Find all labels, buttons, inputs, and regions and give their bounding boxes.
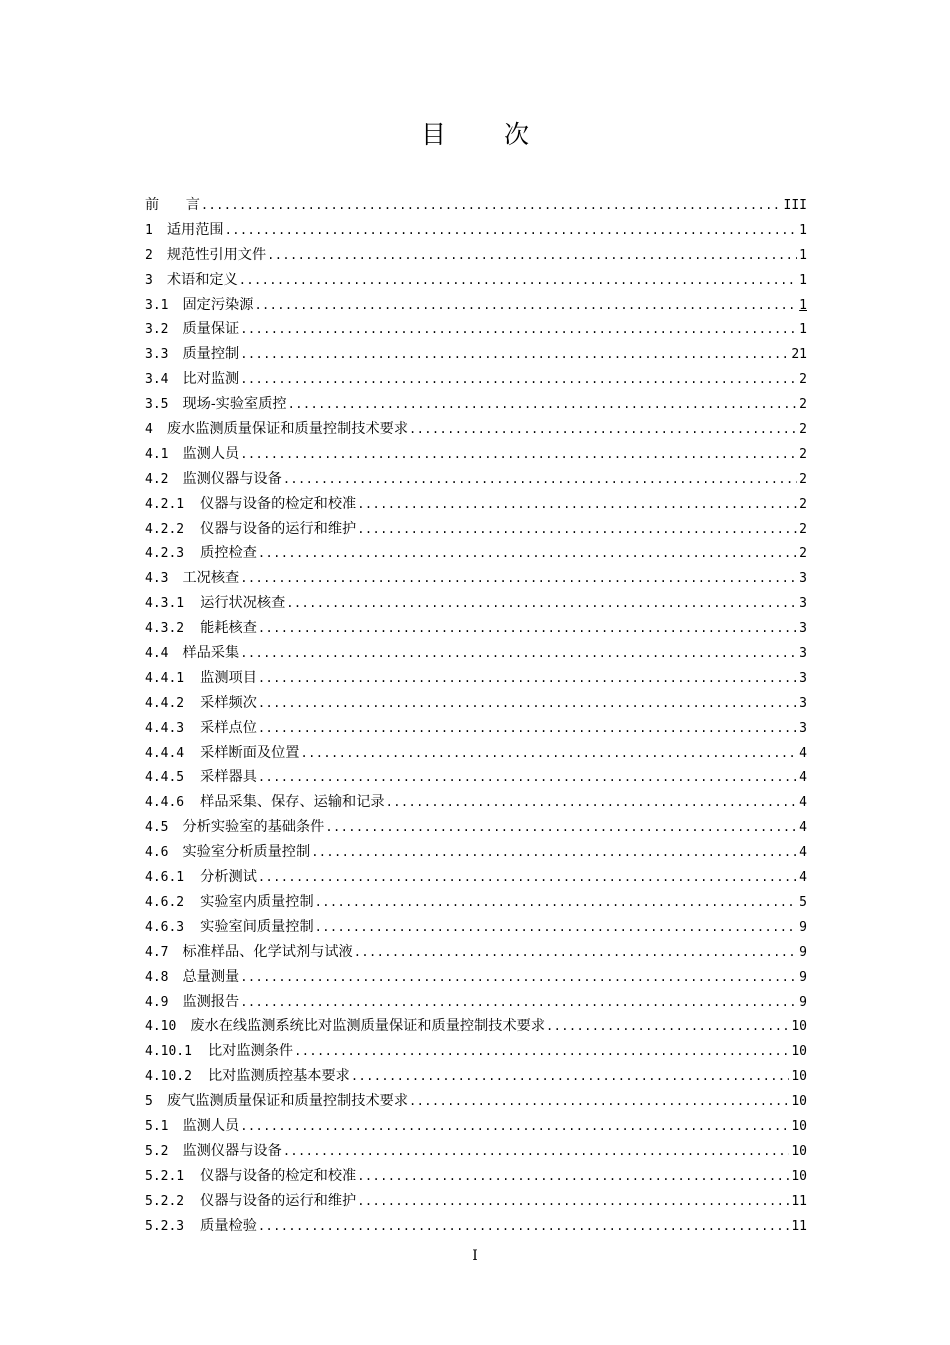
toc-dot-leader — [240, 1114, 789, 1139]
toc-entry-number: 4.4.4 — [145, 745, 185, 761]
toc-entry-page: 1 — [799, 222, 807, 238]
toc-entry-title: 实验室分析质量控制 — [182, 844, 311, 861]
toc-dot-leader — [240, 965, 797, 990]
toc-entry-page: 10 — [791, 1069, 807, 1085]
toc-entry[interactable] — [145, 815, 807, 840]
toc-entry[interactable] — [145, 666, 807, 691]
toc-entry-page: 4 — [799, 820, 807, 836]
toc-entry[interactable] — [145, 616, 807, 641]
toc-dot-leader — [240, 990, 797, 1015]
toc-entry-number: 4.2 — [145, 471, 169, 487]
toc-entry[interactable] — [145, 1014, 807, 1039]
toc-entry-number: 4.3.1 — [145, 596, 185, 612]
toc-entry[interactable] — [145, 940, 807, 965]
toc-entry-number: 4.6.1 — [145, 870, 185, 886]
toc-entry-page: 4 — [799, 845, 807, 861]
toc-entry-title: 废气监测质量保证和质量控制技术要求 — [166, 1093, 409, 1110]
toc-entry-page: 4 — [799, 795, 807, 811]
toc-entry[interactable] — [145, 1139, 807, 1164]
toc-entry-title: 分析实验室的基础条件 — [182, 819, 325, 836]
toc-entry-title: 监测报告 — [182, 993, 240, 1010]
toc-entry[interactable] — [145, 218, 807, 243]
toc-entry-page: 10 — [791, 1044, 807, 1060]
toc-entry-number: 3.4 — [145, 372, 169, 388]
toc-entry[interactable] — [145, 1114, 807, 1139]
toc-entry-page: 3 — [799, 571, 807, 587]
toc-entry[interactable] — [145, 342, 807, 367]
toc-entry[interactable] — [145, 1214, 807, 1239]
toc-entry-page: 10 — [791, 1094, 807, 1110]
toc-entry-title: 样品采集、保存、运输和记录 — [200, 794, 385, 811]
toc-dot-leader — [201, 193, 782, 218]
toc-entry-page: 9 — [799, 969, 807, 985]
toc-entry-number: 4.4.2 — [145, 695, 185, 711]
toc-dot-leader — [258, 716, 797, 741]
toc-entry-title: 比对监测条件 — [207, 1043, 294, 1060]
toc-entry-page: 4 — [799, 770, 807, 786]
toc-dot-leader — [258, 765, 797, 790]
toc-entry[interactable] — [145, 990, 807, 1015]
toc-entry-title: 固定污染源 — [182, 296, 254, 313]
toc-entry-page: 4 — [799, 745, 807, 761]
toc-entry-page: 10 — [791, 1118, 807, 1134]
toc-entry-number: 3 — [145, 272, 153, 288]
toc-entry-page: 21 — [791, 347, 807, 363]
toc-entry-title: 比对监测质控基本要求 — [207, 1068, 350, 1085]
toc-entry-number: 5.2.3 — [145, 1218, 185, 1234]
toc-dot-leader — [386, 790, 798, 815]
toc-dot-leader — [254, 293, 797, 318]
toc-dot-leader — [354, 940, 797, 965]
toc-dot-leader — [409, 1089, 789, 1114]
toc-entry[interactable] — [145, 1164, 807, 1189]
toc-entry[interactable] — [145, 467, 807, 492]
toc-entry-page: 3 — [799, 695, 807, 711]
toc-entry-page: 1 — [799, 322, 807, 338]
toc-dot-leader — [240, 566, 797, 591]
toc-entry-title: 监测项目 — [200, 669, 257, 686]
toc-entry-title: 样品采集 — [182, 645, 240, 662]
toc-entry-page: 3 — [799, 670, 807, 686]
toc-entry-title: 现场-实验室质控 — [182, 396, 287, 413]
toc-dot-leader — [239, 268, 797, 293]
toc-entry[interactable] — [145, 367, 807, 392]
toc-dot-leader — [258, 865, 797, 890]
toc-entry-number: 4.4.5 — [145, 770, 185, 786]
toc-entry-number: 3.5 — [145, 397, 169, 413]
toc-entry-page: 1 — [799, 297, 807, 313]
toc-entry-page: 3 — [799, 646, 807, 662]
toc-entry-title: 运行状况核查 — [200, 595, 286, 612]
toc-dot-leader — [240, 342, 789, 367]
page-title — [0, 118, 950, 152]
toc-entry-number: 2 — [145, 247, 153, 263]
toc-entry[interactable] — [145, 1089, 807, 1114]
toc-entry-title: 废水监测质量保证和质量控制技术要求 — [166, 421, 409, 438]
toc-dot-leader — [267, 243, 797, 268]
toc-entry-title: 术语和定义 — [166, 271, 238, 288]
toc-dot-leader — [325, 815, 797, 840]
toc-entry-page: 3 — [799, 596, 807, 612]
toc-dot-leader — [225, 218, 798, 243]
toc-dot-leader — [357, 517, 797, 542]
toc-entry-number: 5 — [145, 1094, 153, 1110]
toc-entry-page: 3 — [799, 621, 807, 637]
toc-entry-title: 实验室内质量控制 — [200, 893, 314, 910]
toc-entry[interactable] — [145, 566, 807, 591]
toc-entry[interactable] — [145, 193, 807, 218]
toc-entry-number: 5.2.2 — [145, 1193, 185, 1209]
toc-entry[interactable] — [145, 591, 807, 616]
toc-entry-title: 质量检验 — [200, 1217, 257, 1234]
toc-entry-number: 4.4 — [145, 646, 169, 662]
toc-entry-number: 4.9 — [145, 994, 169, 1010]
toc-entry[interactable] — [145, 392, 807, 417]
toc-dot-leader — [283, 467, 797, 492]
toc-entry-title: 仪器与设备的运行和维护 — [200, 520, 357, 537]
toc-entry[interactable] — [145, 790, 807, 815]
toc-entry[interactable] — [145, 492, 807, 517]
toc-entry-number: 4.8 — [145, 969, 169, 985]
toc-dot-leader — [357, 1189, 789, 1214]
toc-entry-title: 采样频次 — [200, 694, 257, 711]
toc-entry-title: 适用范围 — [166, 221, 224, 238]
toc-entry-title: 能耗核查 — [200, 620, 257, 637]
toc-entry-number: 4.10.1 — [145, 1044, 192, 1060]
toc-entry-page: 11 — [791, 1218, 807, 1234]
toc-dot-leader — [351, 1064, 789, 1089]
toc-dot-leader — [315, 890, 798, 915]
toc-entry-number: 4.6.2 — [145, 894, 185, 910]
toc-entry-number: 4.2.2 — [145, 521, 185, 537]
toc-entry-number: 4.2.1 — [145, 496, 185, 512]
toc-entry[interactable] — [145, 765, 807, 790]
toc-dot-leader — [240, 641, 797, 666]
toc-entry[interactable] — [145, 243, 807, 268]
toc-entry[interactable] — [145, 541, 807, 566]
toc-entry-page: 9 — [799, 994, 807, 1010]
toc-entry-page: 2 — [799, 372, 807, 388]
toc-dot-leader — [546, 1014, 789, 1039]
toc-entry-title: 仪器与设备的检定和校准 — [200, 495, 357, 512]
toc-entry-page: 1 — [799, 272, 807, 288]
toc-entry-number: 3.1 — [145, 297, 169, 313]
toc-entry-number: 5.1 — [145, 1118, 169, 1134]
toc-dot-leader — [294, 1039, 789, 1064]
toc-entry-page: 2 — [799, 422, 807, 438]
toc-entry-title: 前 言 — [145, 197, 200, 213]
toc-entry-number: 4.10 — [145, 1019, 177, 1035]
toc-entry-title: 仪器与设备的检定和校准 — [200, 1167, 357, 1184]
toc-entry-title: 实验室间质量控制 — [200, 918, 314, 935]
toc-entry-page: 2 — [799, 446, 807, 462]
toc-entry-title: 监测人员 — [182, 445, 240, 462]
toc-entry-page: 4 — [799, 870, 807, 886]
toc-entry-page: III — [783, 198, 807, 213]
toc-entry-title: 工况核查 — [182, 570, 240, 587]
toc-entry-title: 标准样品、化学试剂与试液 — [182, 943, 353, 960]
toc-entry-number: 3.2 — [145, 322, 169, 338]
toc-dot-leader — [357, 492, 797, 517]
toc-entry-number: 4.10.2 — [145, 1069, 192, 1085]
toc-entry-number: 4 — [145, 422, 153, 438]
toc-dot-leader — [288, 392, 798, 417]
page-title-right: 次 — [504, 120, 530, 149]
toc-entry[interactable] — [145, 716, 807, 741]
toc-entry-number: 4.7 — [145, 944, 169, 960]
toc-entry-title: 总量测量 — [182, 968, 240, 985]
toc-entry-title: 质量保证 — [182, 321, 240, 338]
toc-entry[interactable] — [145, 417, 807, 442]
toc-entry-number: 4.6 — [145, 845, 169, 861]
toc-entry-page: 10 — [791, 1019, 807, 1035]
toc-entry[interactable] — [145, 915, 807, 940]
toc-entry-title: 质量控制 — [182, 346, 240, 363]
toc-entry-page: 2 — [799, 397, 807, 413]
toc-entry[interactable] — [145, 691, 807, 716]
toc-dot-leader — [300, 741, 797, 766]
toc-entry-page: 2 — [799, 496, 807, 512]
toc-entry-page: 2 — [799, 521, 807, 537]
toc-entry-page: 10 — [791, 1168, 807, 1184]
toc-entry-title: 采样断面及位置 — [200, 744, 300, 761]
page-title-left: 目 — [420, 120, 446, 149]
toc-entry-number: 4.4.1 — [145, 670, 185, 686]
toc-dot-leader — [315, 915, 798, 940]
toc-entry-number: 5.2.1 — [145, 1168, 185, 1184]
table-of-contents — [145, 193, 807, 1238]
toc-entry[interactable] — [145, 293, 807, 318]
toc-entry-number: 3.3 — [145, 347, 169, 363]
toc-entry-number: 4.4.3 — [145, 720, 185, 736]
toc-entry-title: 监测仪器与设备 — [182, 1142, 282, 1159]
toc-entry[interactable] — [145, 1064, 807, 1089]
toc-entry-title: 采样点位 — [200, 719, 257, 736]
toc-dot-leader — [258, 1214, 789, 1239]
toc-entry-title: 监测仪器与设备 — [182, 470, 282, 487]
toc-dot-leader — [311, 840, 797, 865]
toc-dot-leader — [240, 367, 797, 392]
toc-entry-title: 分析测试 — [200, 869, 257, 886]
toc-entry-title: 监测人员 — [182, 1117, 240, 1134]
toc-entry-number: 4.4.6 — [145, 795, 185, 811]
toc-entry-page: 1 — [799, 247, 807, 263]
page-number-footer: I — [472, 1248, 478, 1264]
toc-dot-leader — [240, 442, 797, 467]
toc-entry-number: 5.2 — [145, 1143, 169, 1159]
toc-entry-page: 11 — [791, 1193, 807, 1209]
toc-entry[interactable] — [145, 268, 807, 293]
toc-entry[interactable] — [145, 840, 807, 865]
toc-entry-title: 仪器与设备的运行和维护 — [200, 1192, 357, 1209]
toc-dot-leader — [240, 317, 797, 342]
toc-entry-number: 4.3 — [145, 571, 169, 587]
toc-entry-title: 废水在线监测系统比对监测质量保证和质量控制技术要求 — [190, 1018, 546, 1035]
toc-entry-number: 1 — [145, 222, 153, 238]
toc-dot-leader — [258, 691, 797, 716]
toc-dot-leader — [286, 591, 797, 616]
toc-entry-number: 4.6.3 — [145, 919, 185, 935]
toc-entry-title: 规范性引用文件 — [166, 246, 267, 263]
toc-entry-page: 2 — [799, 546, 807, 562]
toc-entry[interactable] — [145, 890, 807, 915]
toc-entry-title: 采样器具 — [200, 769, 257, 786]
toc-entry[interactable] — [145, 641, 807, 666]
toc-entry-number: 4.5 — [145, 820, 169, 836]
toc-dot-leader — [258, 541, 797, 566]
toc-entry[interactable] — [145, 517, 807, 542]
toc-entry-page: 2 — [799, 471, 807, 487]
toc-entry-page: 3 — [799, 720, 807, 736]
toc-dot-leader — [258, 616, 797, 641]
toc-entry-page: 5 — [799, 894, 807, 910]
toc-dot-leader — [357, 1164, 789, 1189]
toc-entry[interactable] — [145, 442, 807, 467]
toc-entry-number: 4.1 — [145, 446, 169, 462]
toc-entry-page: 9 — [799, 944, 807, 960]
toc-entry-page: 10 — [791, 1143, 807, 1159]
toc-entry-number: 4.3.2 — [145, 621, 185, 637]
toc-entry[interactable] — [145, 965, 807, 990]
toc-entry[interactable] — [145, 865, 807, 890]
toc-entry[interactable] — [145, 1039, 807, 1064]
toc-dot-leader — [409, 417, 797, 442]
toc-entry-title: 质控检查 — [200, 545, 257, 562]
toc-dot-leader — [283, 1139, 790, 1164]
toc-dot-leader — [258, 666, 797, 691]
toc-entry-title: 比对监测 — [182, 371, 240, 388]
toc-entry-number: 4.2.3 — [145, 546, 185, 562]
toc-entry[interactable] — [145, 1189, 807, 1214]
toc-entry[interactable] — [145, 317, 807, 342]
toc-entry-page: 9 — [799, 919, 807, 935]
toc-entry[interactable] — [145, 741, 807, 766]
